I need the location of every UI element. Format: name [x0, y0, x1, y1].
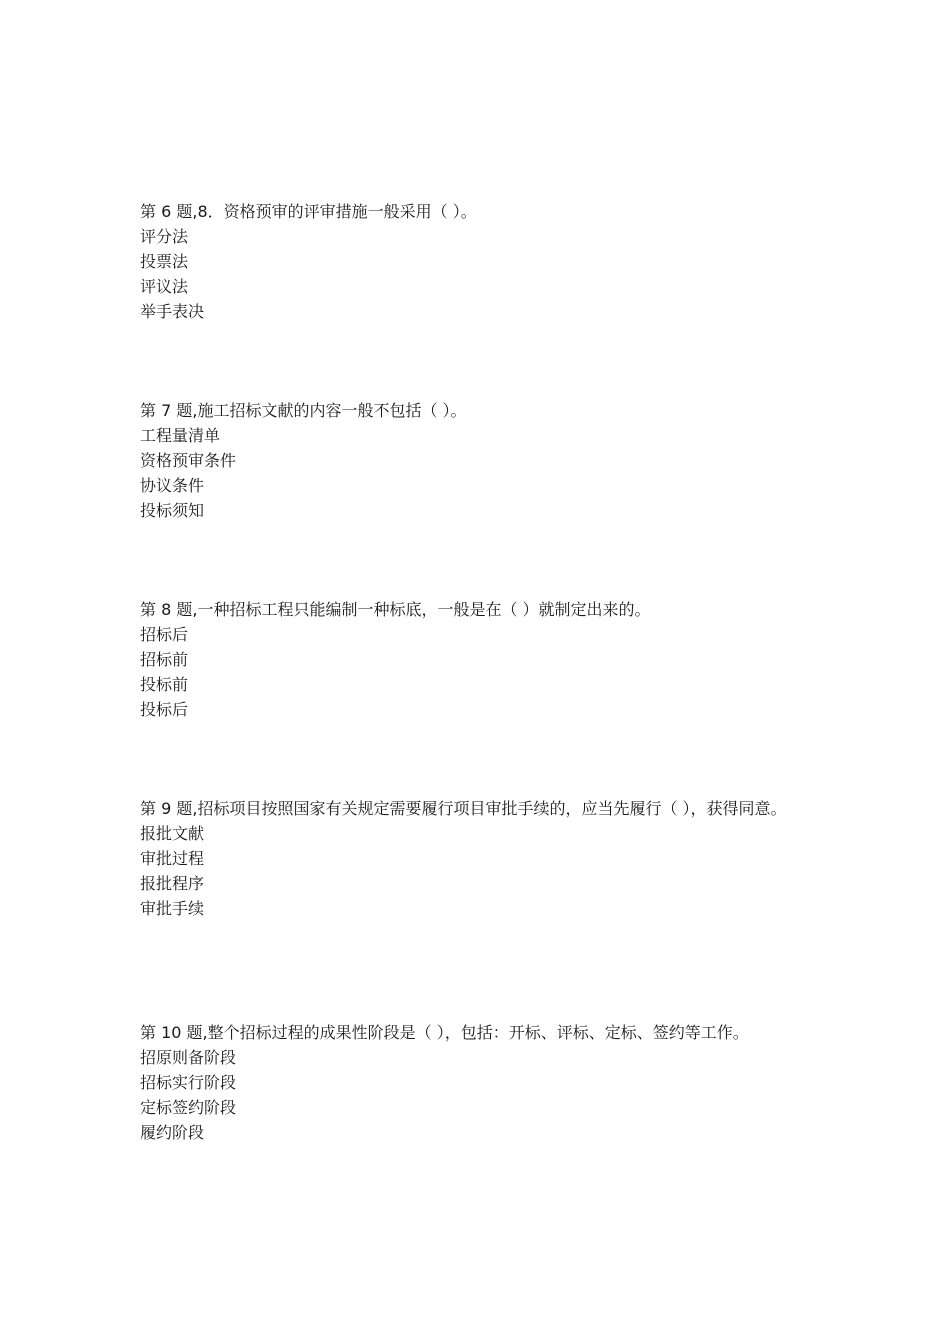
- question-10: [140, 1020, 820, 1145]
- option-b: 招标实行阶段: [140, 1073, 237, 1092]
- option-a: 招原则备阶段: [140, 1048, 237, 1067]
- option-d: 审批手续: [140, 899, 205, 918]
- option-d: 投标后: [140, 700, 189, 719]
- option-b: 招标前: [140, 650, 189, 669]
- option-c: 协议条件: [140, 476, 205, 495]
- question-text: 第 9 题,招标项目按照国家有关规定需要履行项目审批手续的，应当先履行（ ），获得同意。: [140, 799, 787, 818]
- question-7: [140, 398, 820, 523]
- question-text: 第 8 题,一种招标工程只能编制一种标底，一般是在（ ）就制定出来的。: [140, 600, 651, 619]
- option-b: 资格预审条件: [140, 451, 237, 470]
- option-list: [140, 821, 820, 921]
- question-9: [140, 796, 820, 921]
- option-d: 履约阶段: [140, 1123, 205, 1142]
- option-c: 评议法: [140, 277, 189, 296]
- question-6: [140, 199, 820, 324]
- option-list: [140, 1045, 820, 1145]
- question-text: 第 10 题,整个招标过程的成果性阶段是（ ），包括：开标、评标、定标、签约等工作。: [140, 1023, 749, 1042]
- option-a: 工程量清单: [140, 426, 221, 445]
- option-a: 招标后: [140, 625, 189, 644]
- option-list: [140, 224, 820, 324]
- option-list: [140, 622, 820, 722]
- option-b: 审批过程: [140, 849, 205, 868]
- question-text: 第 7 题,施工招标文献的内容一般不包括（ ）。: [140, 401, 467, 420]
- option-b: 投票法: [140, 252, 189, 271]
- question-8: [140, 597, 820, 722]
- option-c: 定标签约阶段: [140, 1098, 237, 1117]
- option-c: 投标前: [140, 675, 189, 694]
- option-a: 报批文献: [140, 824, 205, 843]
- option-a: 评分法: [140, 227, 189, 246]
- option-d: 举手表决: [140, 302, 205, 321]
- option-c: 报批程序: [140, 874, 205, 893]
- option-list: [140, 423, 820, 523]
- option-d: 投标须知: [140, 501, 205, 520]
- question-text: 第 6 题,8．资格预审的评审措施一般采用（ ）。: [140, 202, 477, 221]
